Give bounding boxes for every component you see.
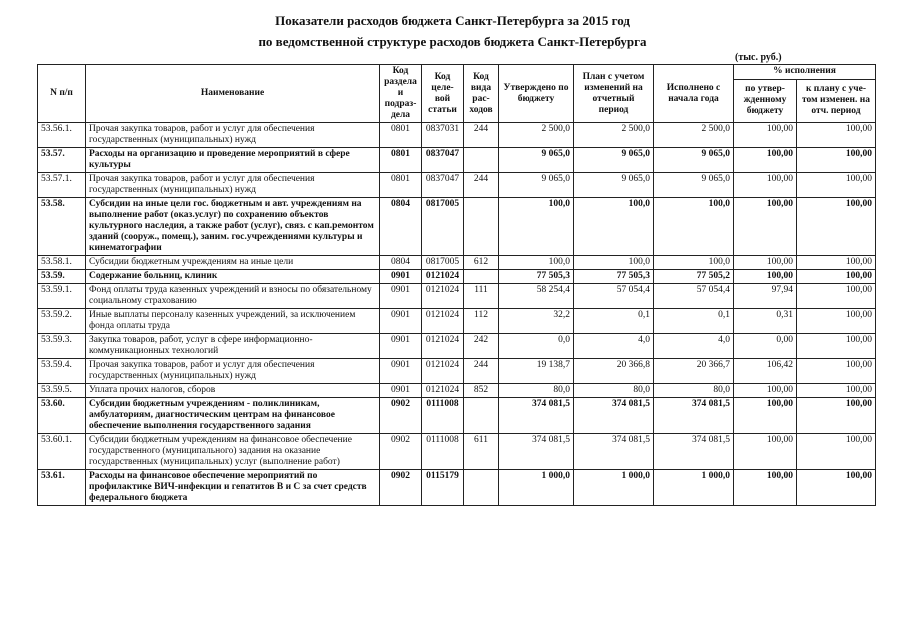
table-row: [38, 256, 876, 270]
cell-plan: 2 500,0: [574, 123, 654, 148]
cell-expense-type: [464, 398, 499, 434]
table-row: [38, 334, 876, 359]
cell-section-code: 0901: [380, 359, 422, 384]
table-row: [38, 270, 876, 284]
header-approved: Утверждено по бюджету: [499, 65, 574, 123]
cell-percent-approved: 0,31: [734, 309, 797, 334]
cell-percent-plan: 100,00: [797, 123, 876, 148]
units-label: (тыс. руб.): [735, 52, 782, 63]
cell-percent-plan: 100,00: [797, 434, 876, 470]
cell-expense-type: 852: [464, 384, 499, 398]
cell-percent-approved: 100,00: [734, 173, 797, 198]
cell-name: Расходы на финансовое обеспечение мероприятий по профилактике ВИЧ-инфекции и гепатитов В и С за счет средств федерального бюджета: [86, 470, 380, 506]
report-title-line-2: по ведомственной структуре расходов бюджета Санкт-Петербурга: [258, 34, 647, 49]
cell-plan: 100,0: [574, 256, 654, 270]
cell-percent-approved: 100,00: [734, 123, 797, 148]
cell-percent-approved: 100,00: [734, 270, 797, 284]
cell-name: Прочая закупка товаров, работ и услуг для обеспечения государственных (муниципальных) нужд: [86, 359, 380, 384]
cell-expense-type: 242: [464, 334, 499, 359]
table-row: [38, 173, 876, 198]
header-section-code: Код раздела и подраз-дела: [380, 65, 422, 123]
cell-number: 53.57.: [38, 148, 86, 173]
cell-percent-approved: 100,00: [734, 256, 797, 270]
budget-table: [37, 64, 876, 506]
cell-number: 53.58.: [38, 198, 86, 256]
cell-article-code: 0121024: [422, 359, 464, 384]
table-row: [38, 148, 876, 173]
cell-number: 53.58.1.: [38, 256, 86, 270]
cell-percent-plan: 100,00: [797, 284, 876, 309]
header-executed: Исполнено с начала года: [654, 65, 734, 123]
cell-executed: 9 065,0: [654, 148, 734, 173]
cell-article-code: 0837047: [422, 148, 464, 173]
cell-executed: 374 081,5: [654, 434, 734, 470]
cell-approved: 1 000,0: [499, 470, 574, 506]
cell-plan: 4,0: [574, 334, 654, 359]
cell-name: Субсидии бюджетным учреждениям - поликлиникам, амбулаториям, диагностическим центрам на финансовое обеспечение выполнения государственного задания: [86, 398, 380, 434]
cell-expense-type: 611: [464, 434, 499, 470]
cell-executed: 77 505,2: [654, 270, 734, 284]
cell-plan: 374 081,5: [574, 434, 654, 470]
table-body: [38, 123, 876, 506]
cell-percent-plan: 100,00: [797, 359, 876, 384]
cell-percent-approved: 100,00: [734, 470, 797, 506]
cell-executed: 374 081,5: [654, 398, 734, 434]
cell-percent-approved: 106,42: [734, 359, 797, 384]
cell-expense-type: [464, 198, 499, 256]
cell-executed: 0,1: [654, 309, 734, 334]
cell-article-code: 0121024: [422, 270, 464, 284]
cell-section-code: 0902: [380, 434, 422, 470]
cell-expense-type: 111: [464, 284, 499, 309]
cell-percent-plan: 100,00: [797, 173, 876, 198]
cell-section-code: 0801: [380, 173, 422, 198]
header-article-code: Код целе-вой статьи: [422, 65, 464, 123]
cell-name: Иные выплаты персоналу казенных учреждений, за исключением фонда оплаты труда: [86, 309, 380, 334]
cell-executed: 20 366,7: [654, 359, 734, 384]
cell-approved: 19 138,7: [499, 359, 574, 384]
table-row: [38, 309, 876, 334]
cell-executed: 4,0: [654, 334, 734, 359]
cell-number: 53.59.4.: [38, 359, 86, 384]
cell-article-code: 0817005: [422, 198, 464, 256]
cell-percent-plan: 100,00: [797, 470, 876, 506]
table-row: [38, 470, 876, 506]
cell-percent-approved: 100,00: [734, 434, 797, 470]
cell-name: Фонд оплаты труда казенных учреждений и взносы по обязательному социальному страхованию: [86, 284, 380, 309]
cell-name: Субсидии бюджетным учреждениям на иные цели: [86, 256, 380, 270]
cell-article-code: 0111008: [422, 434, 464, 470]
cell-section-code: 0801: [380, 148, 422, 173]
cell-percent-plan: 100,00: [797, 270, 876, 284]
table-row: [38, 123, 876, 148]
cell-percent-approved: 100,00: [734, 198, 797, 256]
cell-expense-type: 244: [464, 173, 499, 198]
cell-plan: 374 081,5: [574, 398, 654, 434]
cell-expense-type: [464, 270, 499, 284]
cell-percent-approved: 0,00: [734, 334, 797, 359]
cell-article-code: 0837031: [422, 123, 464, 148]
cell-plan: 100,0: [574, 198, 654, 256]
cell-number: 53.59.1.: [38, 284, 86, 309]
cell-number: 53.60.: [38, 398, 86, 434]
cell-number: 53.59.: [38, 270, 86, 284]
cell-approved: 80,0: [499, 384, 574, 398]
header-percent-approved: по утвер-жденному бюджету: [734, 79, 797, 123]
cell-approved: 77 505,3: [499, 270, 574, 284]
cell-article-code: 0817005: [422, 256, 464, 270]
cell-expense-type: [464, 470, 499, 506]
cell-plan: 1 000,0: [574, 470, 654, 506]
cell-percent-plan: 100,00: [797, 256, 876, 270]
cell-number: 53.57.1.: [38, 173, 86, 198]
cell-executed: 9 065,0: [654, 173, 734, 198]
cell-executed: 57 054,4: [654, 284, 734, 309]
cell-name: Прочая закупка товаров, работ и услуг для обеспечения государственных (муниципальных) нужд: [86, 123, 380, 148]
cell-section-code: 0902: [380, 470, 422, 506]
header-plan: План с учетом изменений на отчетный период: [574, 65, 654, 123]
cell-number: 53.56.1.: [38, 123, 86, 148]
header-num: N п/п: [38, 65, 86, 123]
table-row: [38, 434, 876, 470]
cell-article-code: 0115179: [422, 470, 464, 506]
table-row: [38, 359, 876, 384]
header-percent-plan: к плану с уче-том изменен. на отч. период: [797, 79, 876, 123]
cell-plan: 77 505,3: [574, 270, 654, 284]
cell-number: 53.61.: [38, 470, 86, 506]
cell-executed: 100,0: [654, 256, 734, 270]
cell-approved: 100,0: [499, 198, 574, 256]
table-row: [38, 284, 876, 309]
cell-expense-type: 112: [464, 309, 499, 334]
cell-number: 53.59.3.: [38, 334, 86, 359]
table-row: [38, 198, 876, 256]
cell-expense-type: [464, 148, 499, 173]
cell-plan: 0,1: [574, 309, 654, 334]
cell-number: 53.59.5.: [38, 384, 86, 398]
cell-name: Субсидии бюджетным учреждениям на финансовое обеспечение государственного (муниципального) задания на оказание государственных (муниципальных) услуг (выполнение работ): [86, 434, 380, 470]
cell-article-code: 0837047: [422, 173, 464, 198]
cell-percent-approved: 100,00: [734, 398, 797, 434]
cell-executed: 2 500,0: [654, 123, 734, 148]
cell-approved: 32,2: [499, 309, 574, 334]
cell-expense-type: 244: [464, 123, 499, 148]
cell-percent-plan: 100,00: [797, 398, 876, 434]
cell-approved: 2 500,0: [499, 123, 574, 148]
header-expense-type: Код вида рас-ходов: [464, 65, 499, 123]
cell-percent-plan: 100,00: [797, 334, 876, 359]
cell-percent-approved: 100,00: [734, 148, 797, 173]
cell-approved: 9 065,0: [499, 173, 574, 198]
cell-executed: 1 000,0: [654, 470, 734, 506]
cell-number: 53.59.2.: [38, 309, 86, 334]
cell-executed: 80,0: [654, 384, 734, 398]
cell-number: 53.60.1.: [38, 434, 86, 470]
cell-percent-plan: 100,00: [797, 198, 876, 256]
cell-approved: 0,0: [499, 334, 574, 359]
cell-name: Субсидии на иные цели гос. бюджетным и авт. учреждениям на выполнение работ (оказ.услуг) по сохранению объектов культурного наследия, а также работ (услуг), связ. с кап.ремонтом зданий (сооруж., помещ.), заним. гос.учреждениями культуры и кинематографии: [86, 198, 380, 256]
cell-section-code: 0901: [380, 334, 422, 359]
cell-section-code: 0804: [380, 198, 422, 256]
cell-plan: 80,0: [574, 384, 654, 398]
cell-name: Расходы на организацию и проведение мероприятий в сфере культуры: [86, 148, 380, 173]
cell-section-code: 0902: [380, 398, 422, 434]
cell-name: Уплата прочих налогов, сборов: [86, 384, 380, 398]
cell-name: Закупка товаров, работ, услуг в сфере информационно-коммуникационных технологий: [86, 334, 380, 359]
cell-percent-approved: 97,94: [734, 284, 797, 309]
cell-plan: 9 065,0: [574, 148, 654, 173]
cell-expense-type: 244: [464, 359, 499, 384]
cell-section-code: 0901: [380, 284, 422, 309]
cell-section-code: 0801: [380, 123, 422, 148]
cell-section-code: 0901: [380, 384, 422, 398]
table-row: [38, 398, 876, 434]
cell-percent-plan: 100,00: [797, 384, 876, 398]
cell-article-code: 0121024: [422, 334, 464, 359]
cell-article-code: 0121024: [422, 284, 464, 309]
cell-section-code: 0804: [380, 256, 422, 270]
cell-article-code: 0121024: [422, 384, 464, 398]
cell-expense-type: 612: [464, 256, 499, 270]
cell-approved: 9 065,0: [499, 148, 574, 173]
header-name: Наименование: [86, 65, 380, 123]
cell-plan: 20 366,8: [574, 359, 654, 384]
cell-executed: 100,0: [654, 198, 734, 256]
cell-section-code: 0901: [380, 270, 422, 284]
cell-section-code: 0901: [380, 309, 422, 334]
report-title-line-1: Показатели расходов бюджета Санкт-Петербурга за 2015 год: [275, 13, 630, 28]
cell-plan: 57 054,4: [574, 284, 654, 309]
cell-percent-plan: 100,00: [797, 309, 876, 334]
cell-percent-approved: 100,00: [734, 384, 797, 398]
cell-approved: 374 081,5: [499, 398, 574, 434]
cell-name: Прочая закупка товаров, работ и услуг для обеспечения государственных (муниципальных) нужд: [86, 173, 380, 198]
cell-approved: 58 254,4: [499, 284, 574, 309]
cell-article-code: 0111008: [422, 398, 464, 434]
table-row: [38, 384, 876, 398]
cell-plan: 9 065,0: [574, 173, 654, 198]
cell-approved: 374 081,5: [499, 434, 574, 470]
cell-name: Содержание больниц, клиник: [86, 270, 380, 284]
header-percent: % исполнения: [734, 65, 876, 80]
cell-approved: 100,0: [499, 256, 574, 270]
cell-article-code: 0121024: [422, 309, 464, 334]
cell-percent-plan: 100,00: [797, 148, 876, 173]
